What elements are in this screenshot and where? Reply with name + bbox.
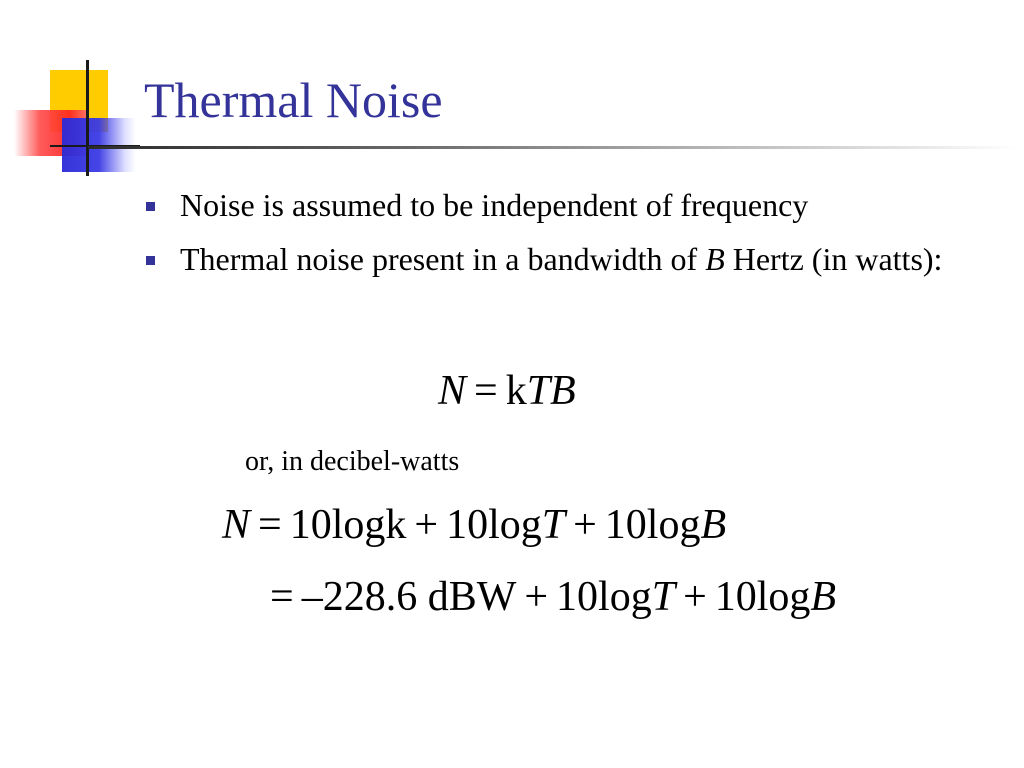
eq-var: B bbox=[810, 574, 837, 620]
eq-vars: TB bbox=[526, 368, 576, 414]
equation-noise-dbw bbox=[262, 572, 836, 622]
eq-plus: + bbox=[524, 574, 549, 620]
eq-plus: + bbox=[573, 502, 597, 548]
eq-plus: + bbox=[683, 574, 707, 620]
equation-noise-watts bbox=[438, 366, 576, 416]
eq-var: B bbox=[700, 502, 727, 548]
square-bullet-icon bbox=[146, 202, 155, 211]
decibel-note: or, in decibel-watts bbox=[245, 446, 460, 477]
bullet-text: Noise is assumed to be independent of frequency bbox=[180, 187, 809, 223]
eq-plus: + bbox=[414, 502, 439, 548]
eq-var: T bbox=[541, 502, 566, 548]
bullet-item bbox=[146, 183, 996, 227]
eq-term: 228.6 dBW bbox=[322, 574, 517, 620]
eq-minus: – bbox=[301, 574, 323, 620]
eq-equals: = bbox=[474, 368, 498, 414]
eq-equals: = bbox=[258, 502, 282, 548]
bullet-item bbox=[146, 237, 996, 281]
eq-lhs: N bbox=[222, 502, 251, 548]
eq-var: T bbox=[651, 574, 676, 620]
bandwidth-variable: B bbox=[705, 241, 725, 277]
corner-vertical-line bbox=[86, 60, 89, 176]
eq-term: 10log bbox=[446, 502, 542, 548]
title-divider bbox=[88, 146, 1018, 149]
eq-term: 10logk bbox=[289, 502, 407, 548]
bullet-list bbox=[146, 183, 996, 291]
square-bullet-icon bbox=[146, 256, 155, 265]
eq-boltzmann: k bbox=[505, 368, 527, 414]
eq-lhs: N bbox=[438, 368, 467, 414]
bullet-text-after: Hertz (in watts): bbox=[724, 241, 943, 277]
slide-title: Thermal Noise bbox=[144, 72, 443, 128]
eq-term: 10log bbox=[604, 502, 701, 548]
eq-term: 10log bbox=[714, 574, 811, 620]
equation-noise-db bbox=[222, 500, 726, 550]
eq-equals: = bbox=[270, 574, 294, 620]
bullet-text-before: Thermal noise present in a bandwidth of bbox=[180, 241, 706, 277]
eq-term: 10log bbox=[556, 574, 652, 620]
